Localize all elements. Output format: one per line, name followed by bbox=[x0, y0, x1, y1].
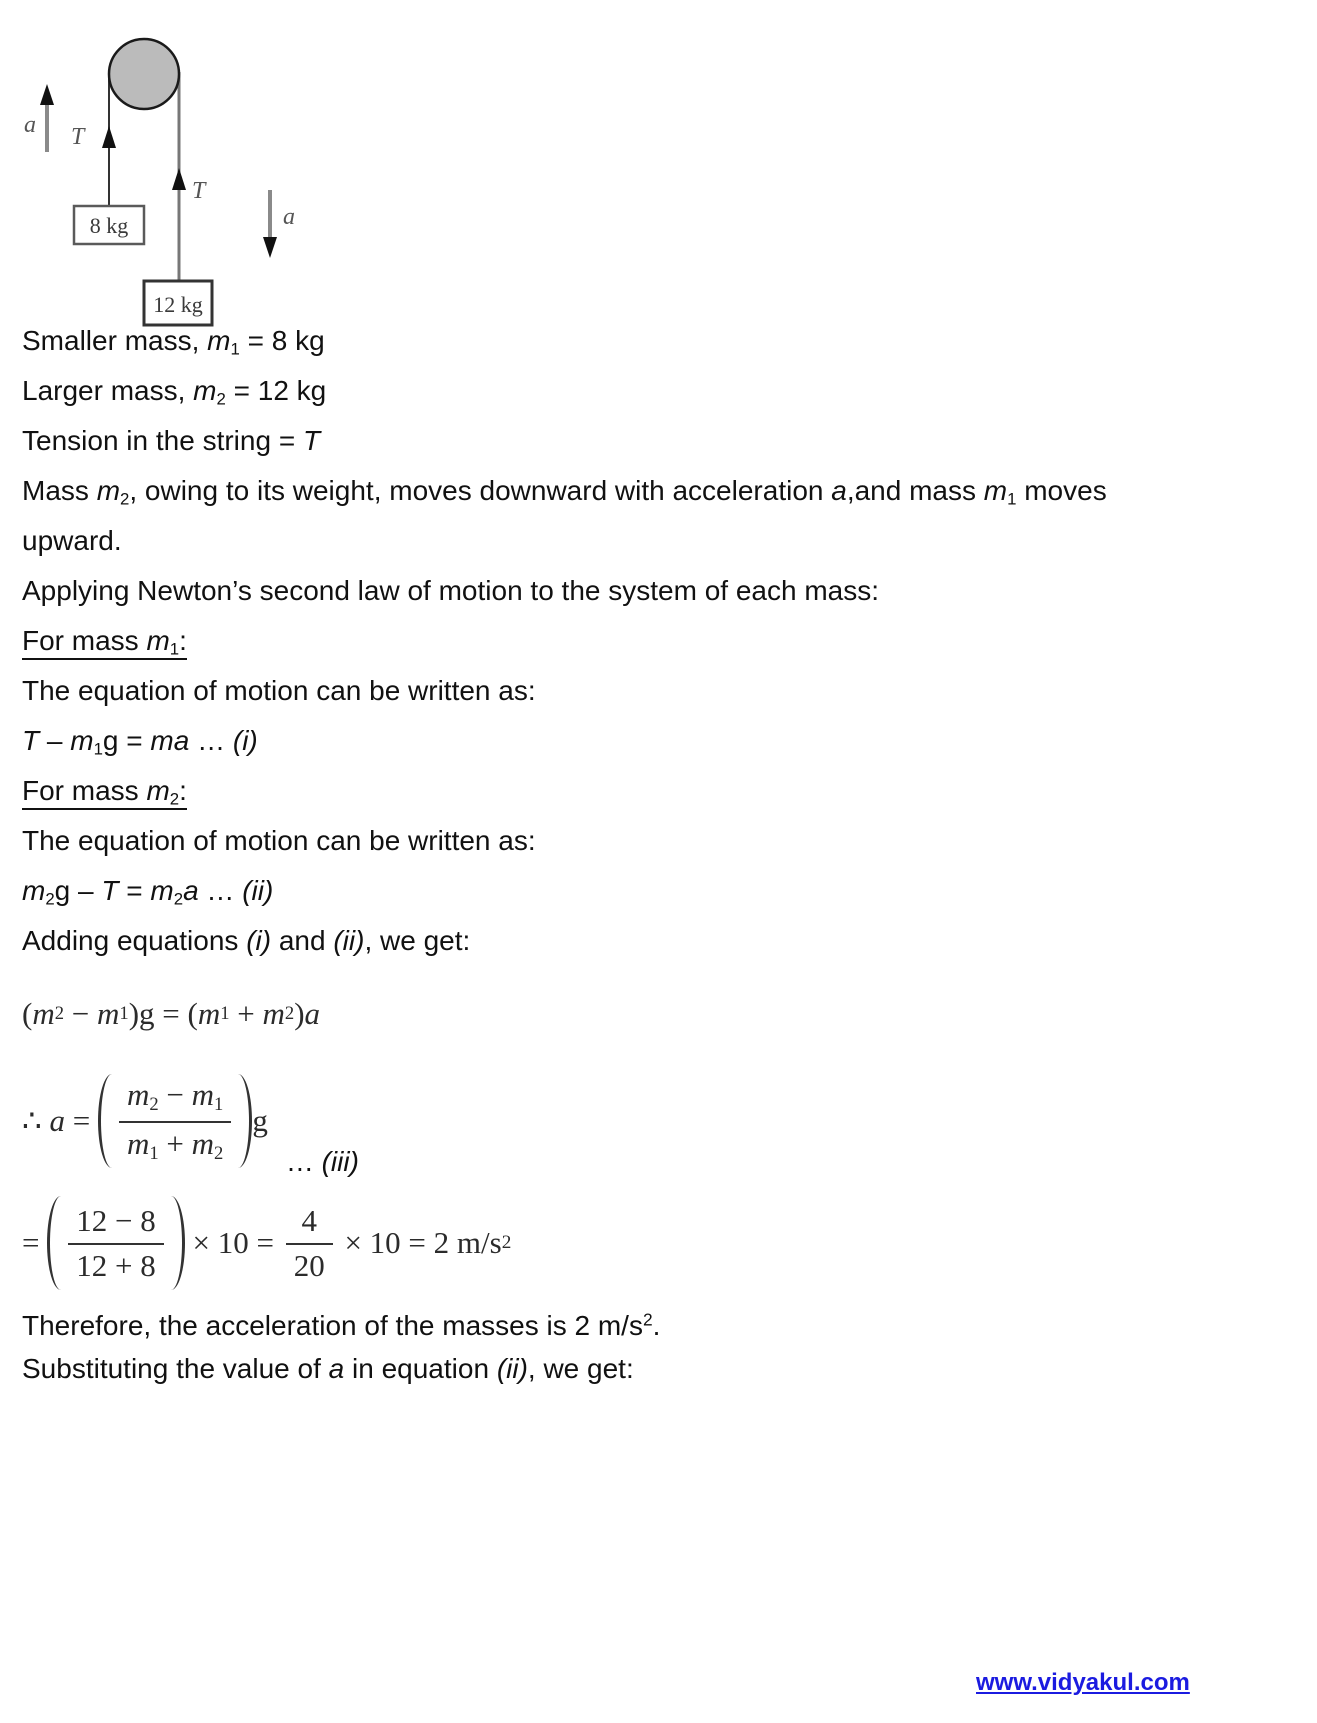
text-segment: … bbox=[198, 875, 243, 906]
text-segment: + bbox=[229, 996, 263, 1031]
text-segment: m bbox=[32, 996, 55, 1031]
text-segment: 1 bbox=[149, 1142, 159, 1164]
line-text bbox=[22, 725, 258, 759]
text-segment: The equation of motion can be written as: bbox=[22, 675, 536, 706]
fraction-numerator bbox=[119, 1077, 231, 1120]
solution-text bbox=[22, 316, 1308, 1394]
line-text bbox=[22, 625, 187, 660]
fraction bbox=[68, 1203, 163, 1284]
text-segment: Therefore, the acceleration of the masses is 2 m/s bbox=[22, 1309, 643, 1341]
text-segment: m bbox=[126, 1077, 150, 1113]
line-text bbox=[22, 1310, 660, 1341]
fraction-numerator bbox=[293, 1203, 325, 1243]
text-segment: a bbox=[304, 996, 321, 1031]
text-segment: ) bbox=[294, 996, 305, 1031]
paren-left bbox=[98, 1074, 112, 1168]
text-segment: 1 bbox=[214, 1094, 224, 1116]
text-segment: 1 bbox=[119, 1003, 129, 1024]
body-lines-top bbox=[22, 316, 1308, 966]
text-segment: (ii) bbox=[333, 925, 365, 956]
text-segment: 1 bbox=[93, 739, 103, 759]
text-segment: . bbox=[652, 1309, 661, 1341]
text-segment: m bbox=[197, 996, 221, 1031]
pulley-wheel bbox=[109, 39, 179, 109]
text-segment: in equation bbox=[344, 1353, 497, 1384]
text-segment: T bbox=[101, 875, 119, 906]
text-segment: 2 bbox=[284, 1003, 295, 1024]
text-segment: ∴ bbox=[22, 1103, 50, 1138]
text-segment: a bbox=[328, 1353, 345, 1384]
text-segment: (ii) bbox=[496, 1353, 528, 1384]
line-mass-motion bbox=[22, 466, 1308, 516]
text-segment: 2 bbox=[120, 489, 130, 509]
text-segment: m bbox=[191, 1077, 215, 1113]
text-segment: For mass bbox=[22, 625, 147, 656]
text-segment: 4 bbox=[301, 1202, 317, 1238]
text-segment: 12 + 8 bbox=[76, 1247, 156, 1283]
mass-right-label: 12 kg bbox=[153, 292, 203, 317]
text-segment: 1 bbox=[230, 339, 240, 359]
text-segment: m bbox=[193, 375, 217, 406]
line-text bbox=[22, 775, 187, 810]
text-segment: − bbox=[158, 1077, 192, 1113]
text-segment: Smaller mass, bbox=[22, 325, 208, 356]
text-segment: × 10 = 2 m/s bbox=[336, 1225, 502, 1260]
text-segment: g = bbox=[102, 725, 151, 756]
line-equation-i bbox=[22, 716, 1308, 766]
mass-left-label: 8 kg bbox=[89, 213, 129, 238]
paren-right bbox=[238, 1074, 252, 1168]
text-segment: 2 bbox=[173, 889, 184, 909]
text-segment: + bbox=[158, 1125, 192, 1161]
text-segment: ) bbox=[128, 996, 140, 1031]
line-for-mass-2 bbox=[22, 766, 1308, 816]
text-segment: = 12 kg bbox=[225, 375, 327, 406]
text-segment: 2 bbox=[216, 389, 226, 409]
text-segment: 2 bbox=[45, 889, 55, 909]
text-segment: … bbox=[285, 1146, 322, 1177]
line-for-mass-1 bbox=[22, 616, 1308, 666]
text-segment: (ii) bbox=[242, 875, 274, 906]
fraction bbox=[119, 1077, 231, 1164]
line-upward bbox=[22, 516, 1308, 566]
equation-1 bbox=[22, 990, 1308, 1038]
line-text bbox=[22, 575, 879, 606]
text-segment: g bbox=[252, 1103, 268, 1138]
line-tension bbox=[22, 416, 1308, 466]
text-segment: m bbox=[70, 725, 94, 756]
text-segment: upward. bbox=[22, 525, 122, 556]
line-smaller-mass bbox=[22, 316, 1308, 366]
equation-2 bbox=[22, 1062, 1308, 1180]
text-segment: m bbox=[262, 996, 285, 1031]
text-segment: Adding equations bbox=[22, 925, 247, 956]
text-segment: Substituting the value of bbox=[22, 1353, 329, 1384]
line-adding bbox=[22, 916, 1308, 966]
line-newton bbox=[22, 566, 1308, 616]
line-text bbox=[22, 375, 327, 409]
paren-right bbox=[171, 1196, 185, 1290]
line-equation-written-2 bbox=[22, 816, 1308, 866]
equation-number bbox=[286, 1146, 359, 1178]
line-substituting bbox=[22, 1344, 1308, 1394]
fraction-denominator bbox=[68, 1243, 163, 1284]
text-segment: , owing to its weight, moves downward with acceleration bbox=[129, 475, 832, 506]
text-segment: a bbox=[183, 875, 199, 906]
text-segment: m bbox=[983, 475, 1008, 506]
text-segment: m bbox=[150, 875, 174, 906]
text-segment: 2 bbox=[169, 789, 180, 809]
text-segment: m bbox=[126, 1125, 150, 1161]
text-segment: m bbox=[191, 1125, 215, 1161]
accel-left-arrowhead-icon bbox=[40, 84, 54, 105]
fraction-denominator bbox=[286, 1243, 333, 1284]
text-segment: 12 − 8 bbox=[76, 1202, 156, 1238]
tension-right-arrowhead-icon bbox=[172, 168, 186, 190]
text-segment: = 8 kg bbox=[239, 325, 325, 356]
text-segment: : bbox=[179, 775, 187, 806]
text-segment: g = bbox=[139, 996, 188, 1031]
text-segment: 20 bbox=[293, 1247, 325, 1283]
text-segment: 2 bbox=[642, 1309, 653, 1329]
text-segment: = bbox=[118, 875, 151, 906]
text-segment: − bbox=[64, 996, 97, 1031]
line-text bbox=[22, 325, 325, 359]
text-segment: Tension in the string = bbox=[22, 425, 303, 456]
text-segment: m bbox=[97, 996, 120, 1031]
text-segment: , we get: bbox=[527, 1353, 634, 1384]
pulley-diagram bbox=[0, 0, 330, 345]
text-segment: a bbox=[49, 1103, 65, 1138]
text-segment: (i) bbox=[232, 725, 258, 756]
footer-link[interactable]: www.vidyakul.com bbox=[976, 1669, 1190, 1696]
text-segment: = bbox=[22, 1225, 48, 1260]
text-segment: 2 bbox=[501, 1232, 512, 1253]
line-text bbox=[22, 675, 536, 706]
text-segment: T bbox=[22, 725, 40, 756]
fraction-denominator bbox=[119, 1121, 231, 1165]
line-text bbox=[22, 1353, 634, 1384]
text-segment: 2 bbox=[149, 1094, 159, 1116]
text-segment: ma bbox=[150, 725, 190, 756]
line-text bbox=[22, 425, 320, 456]
equation-3 bbox=[22, 1192, 1308, 1294]
line-therefore bbox=[22, 1294, 1308, 1344]
text-segment: (i) bbox=[246, 925, 272, 956]
text-segment: m bbox=[22, 875, 46, 906]
line-text bbox=[22, 875, 274, 909]
line-equation-ii bbox=[22, 866, 1308, 916]
text-segment: ( bbox=[187, 996, 198, 1031]
text-segment: 2 bbox=[214, 1142, 224, 1164]
line-text bbox=[22, 925, 470, 956]
text-segment: Applying Newton’s second law of motion to the system of each mass: bbox=[22, 575, 880, 606]
line-equation-written-1 bbox=[22, 666, 1308, 716]
text-segment: Mass bbox=[22, 475, 97, 506]
line-text bbox=[22, 825, 536, 856]
text-segment: and bbox=[271, 925, 334, 956]
text-segment: … bbox=[189, 725, 233, 756]
text-segment: Larger mass, bbox=[22, 375, 194, 406]
text-segment: m bbox=[146, 775, 170, 806]
text-segment: moves bbox=[1016, 475, 1107, 506]
line-text bbox=[22, 525, 122, 556]
accel-right-label: a bbox=[283, 204, 295, 230]
line-larger-mass bbox=[22, 366, 1308, 416]
text-segment: 1 bbox=[220, 1003, 230, 1024]
text-segment: – bbox=[39, 725, 71, 756]
text-segment: ( bbox=[22, 996, 33, 1031]
paren-left bbox=[47, 1196, 61, 1290]
text-segment: The equation of motion can be written as: bbox=[22, 825, 536, 856]
text-segment: m bbox=[146, 625, 170, 656]
tension-left-arrowhead-icon bbox=[102, 126, 116, 148]
line-text bbox=[22, 475, 1107, 509]
text-segment: (iii) bbox=[321, 1146, 359, 1177]
accel-right-arrowhead-icon bbox=[263, 237, 277, 258]
text-segment: , we get: bbox=[364, 925, 471, 956]
text-segment: m bbox=[207, 325, 231, 356]
body-lines-bottom bbox=[22, 1294, 1308, 1394]
tension-right-label: T bbox=[192, 178, 206, 204]
fraction bbox=[286, 1203, 333, 1284]
text-segment: = bbox=[64, 1103, 98, 1138]
text-segment: For mass bbox=[22, 775, 147, 806]
text-segment: : bbox=[179, 625, 187, 656]
text-segment: g – bbox=[54, 875, 102, 906]
text-segment: 2 bbox=[54, 1003, 65, 1024]
accel-left-label: a bbox=[24, 112, 36, 138]
text-segment: 1 bbox=[1007, 489, 1017, 509]
fraction-numerator bbox=[68, 1203, 163, 1243]
text-segment: 1 bbox=[169, 639, 180, 659]
text-segment: ,and mass bbox=[846, 475, 984, 506]
text-segment: a bbox=[831, 475, 847, 506]
tension-left-label: T bbox=[71, 124, 85, 150]
text-segment: m bbox=[96, 475, 121, 506]
text-segment: T bbox=[302, 425, 321, 456]
text-segment: × 10 = bbox=[184, 1225, 282, 1260]
